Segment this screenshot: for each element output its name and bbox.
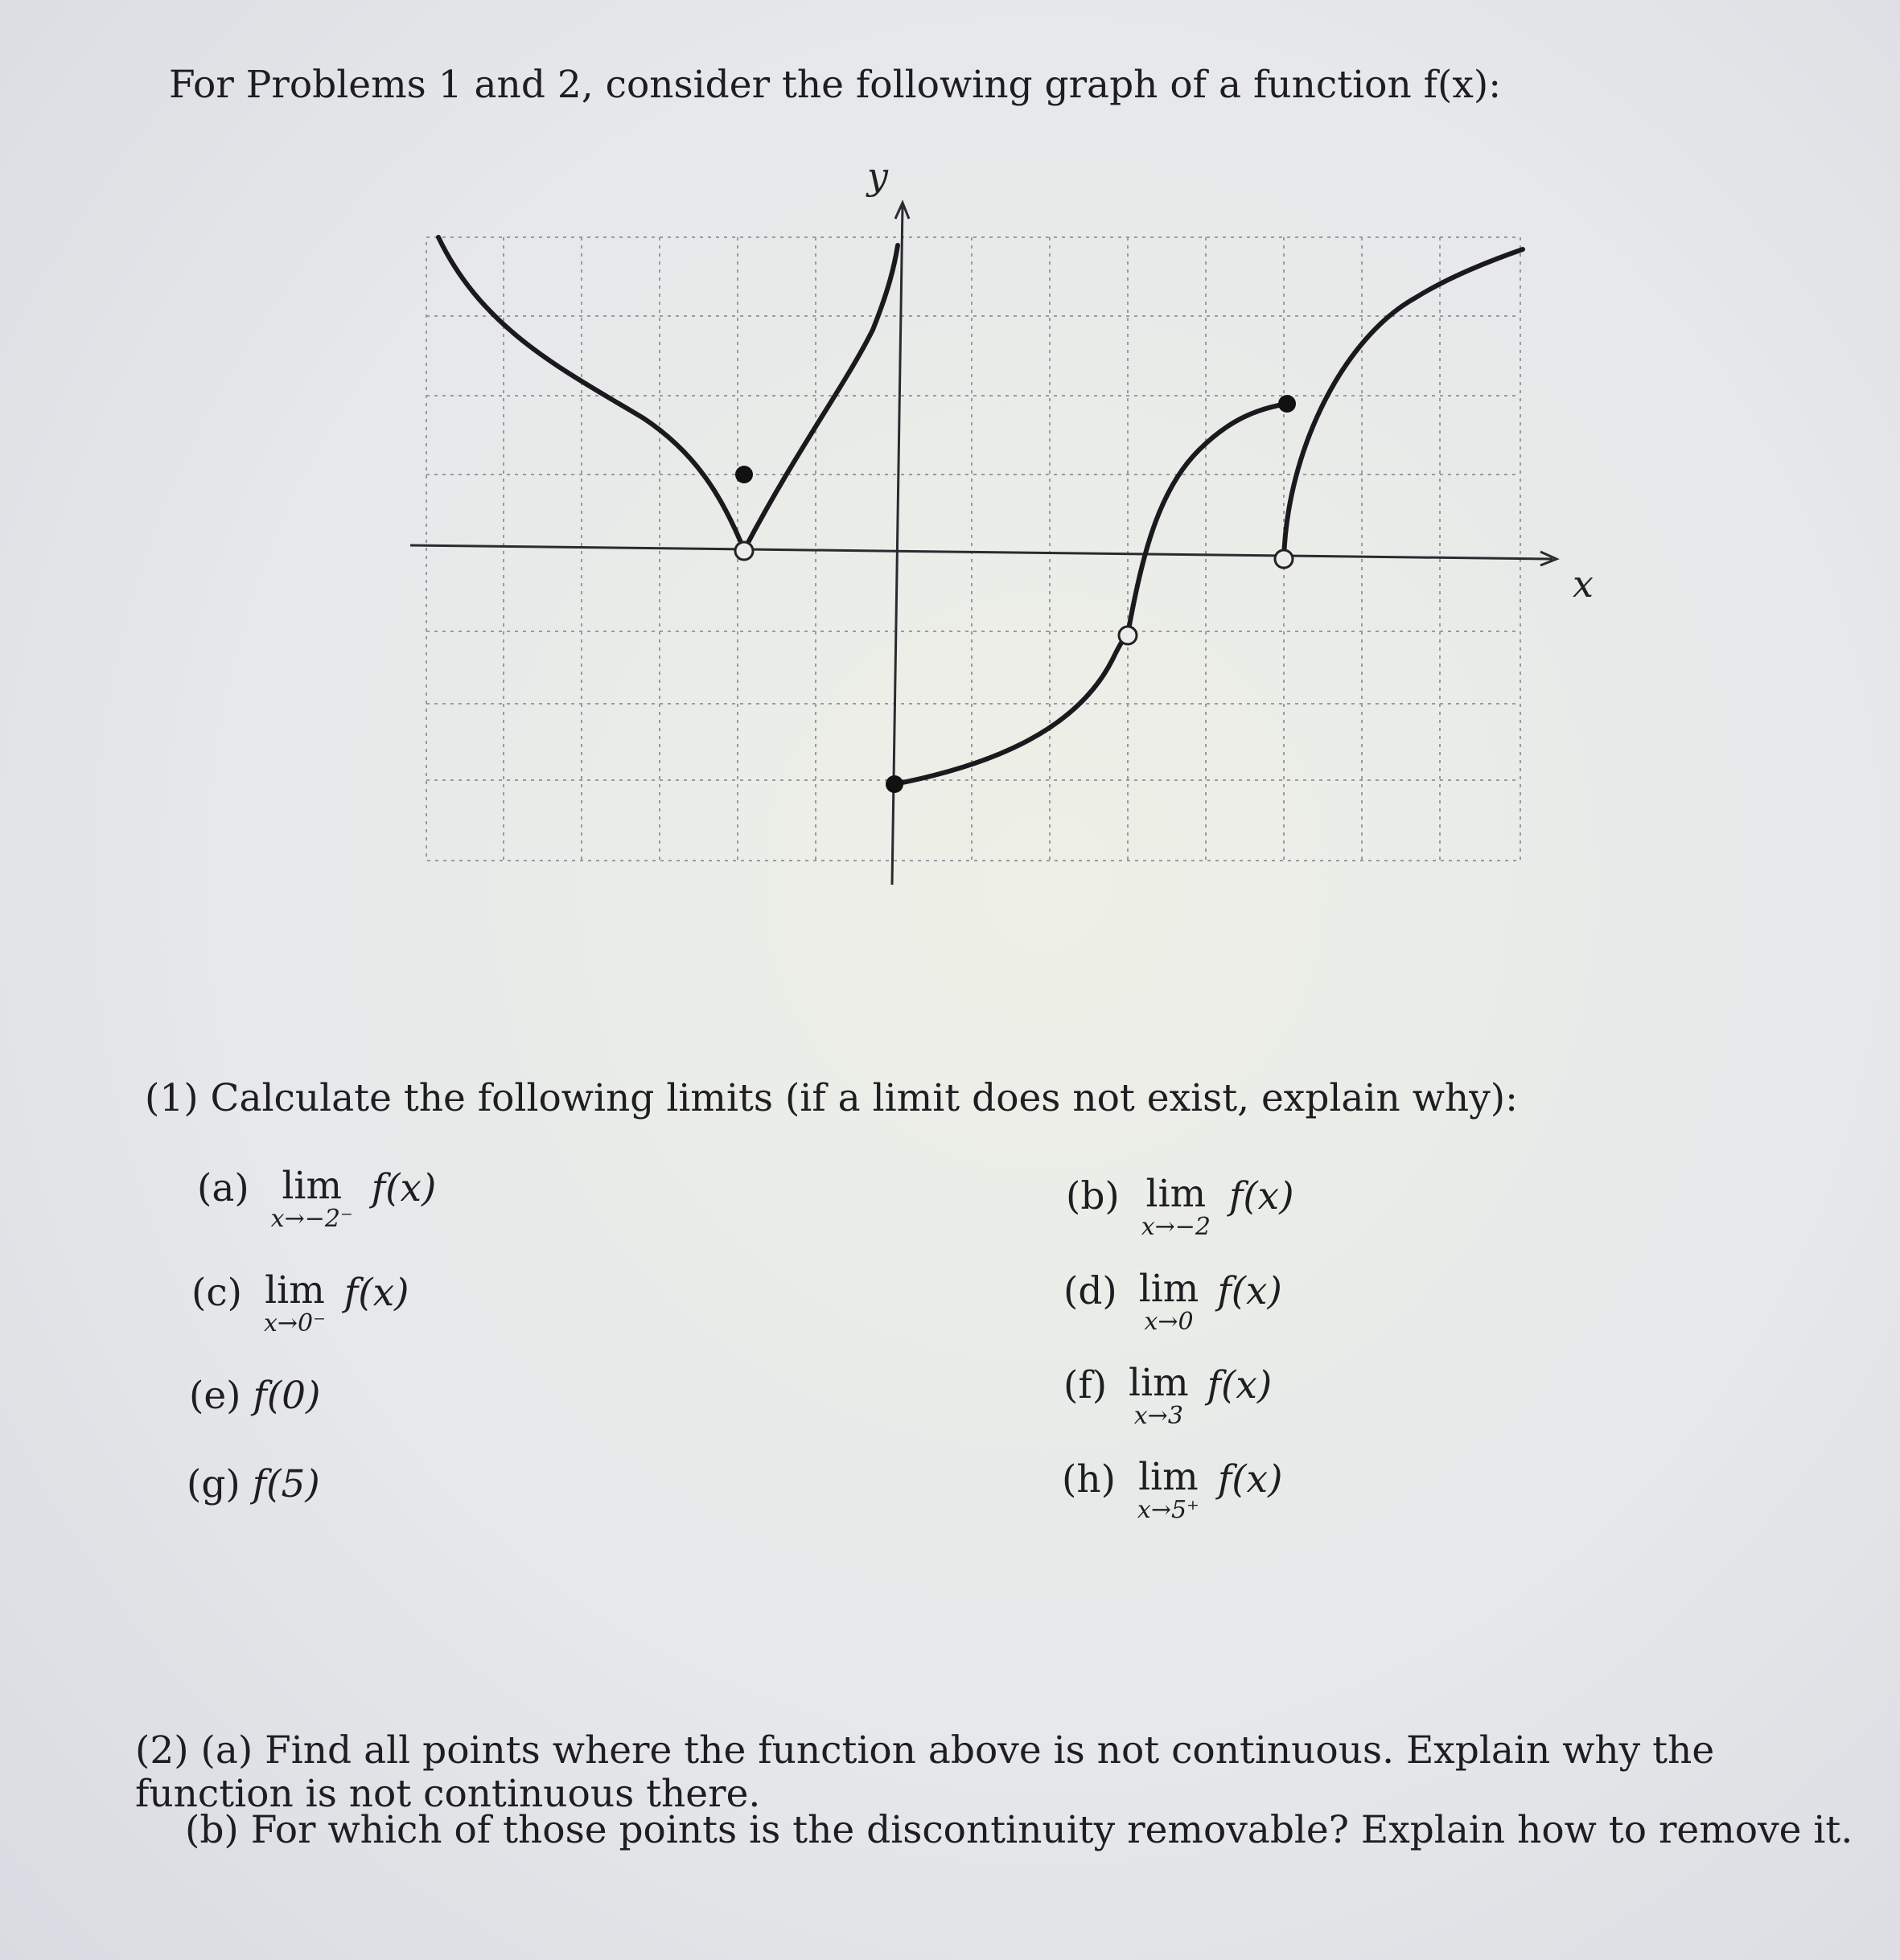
curve-right <box>1284 249 1523 559</box>
item-b-expr: f(x) <box>1228 1174 1294 1218</box>
item-b-lim: lim <box>1145 1172 1207 1216</box>
intro-text: For Problems 1 and 2, consider the following graph of a function f(x): <box>169 63 1502 107</box>
item-c-expr: f(x) <box>343 1271 409 1315</box>
item-g-expr: f(5) <box>252 1462 320 1506</box>
item-d-limit <box>1139 1269 1199 1335</box>
item-e-label: (e) <box>189 1374 241 1418</box>
item-f-label: (f) <box>1063 1363 1108 1407</box>
curve-middle-lower <box>894 634 1128 784</box>
item-b-sub: x→−2 <box>1141 1213 1211 1242</box>
item-f-expr: f(x) <box>1207 1363 1273 1407</box>
y-axis-label: y <box>867 154 888 198</box>
item-c-limit <box>263 1268 326 1338</box>
curve-v-right-branch <box>744 245 898 550</box>
item-d-expr: f(x) <box>1217 1269 1282 1313</box>
item-h-label: (h) <box>1062 1457 1116 1502</box>
item-a-expr: f(x) <box>371 1166 437 1210</box>
item-h-sub: x→5⁺ <box>1137 1496 1199 1525</box>
filled-point-at-0 <box>886 775 903 793</box>
item-h <box>1062 1457 1282 1523</box>
item-a-lim: lim <box>282 1164 343 1208</box>
curves <box>438 237 1523 784</box>
curve-left-branch <box>438 237 744 550</box>
item-d <box>1063 1269 1282 1335</box>
item-c-label: (c) <box>191 1271 242 1315</box>
item-e <box>189 1374 320 1418</box>
item-h-limit <box>1137 1457 1199 1523</box>
question-1-heading: (1) Calculate the following limits (if a limit does not exist, explain why): <box>145 1076 1518 1120</box>
item-a <box>197 1166 436 1232</box>
question-2a: (2) (a) Find all points where the function above is not continuous. Explain why the function is not continuous there. <box>135 1728 1715 1817</box>
x-axis-label: x <box>1573 562 1594 606</box>
item-h-lim: lim <box>1138 1455 1199 1499</box>
item-f-limit <box>1129 1363 1189 1429</box>
open-point-at-3 <box>1119 627 1137 644</box>
item-b-limit <box>1141 1174 1211 1240</box>
open-point-at-neg2 <box>735 542 753 560</box>
item-d-label: (d) <box>1063 1269 1117 1313</box>
filled-point-at-neg2 <box>735 466 753 483</box>
item-g-label: (g) <box>187 1462 241 1506</box>
open-point-at-5 <box>1275 550 1293 568</box>
item-h-expr: f(x) <box>1217 1457 1283 1502</box>
item-a-sub: x→−2⁻ <box>270 1205 353 1234</box>
curve-middle-upper <box>1128 404 1287 634</box>
item-b-label: (b) <box>1066 1174 1120 1218</box>
question-2b: (b) For which of those points is the discontinuity removable? Explain how to remove it. <box>185 1808 1853 1852</box>
item-c-lim: lim <box>265 1268 325 1313</box>
grid <box>426 237 1520 861</box>
item-a-label: (a) <box>197 1166 249 1210</box>
item-f-sub: x→3 <box>1133 1402 1183 1431</box>
item-b <box>1066 1174 1294 1240</box>
item-d-sub: x→0 <box>1144 1308 1194 1337</box>
item-a-limit <box>271 1166 353 1232</box>
filled-point-at-5 <box>1278 395 1296 413</box>
item-f-lim: lim <box>1129 1361 1189 1405</box>
item-g <box>187 1462 320 1506</box>
item-f <box>1063 1363 1272 1429</box>
item-c <box>191 1268 409 1338</box>
item-d-lim: lim <box>1138 1267 1199 1311</box>
item-c-sub: x→0⁻ <box>263 1309 326 1338</box>
item-e-expr: f(0) <box>253 1374 321 1418</box>
